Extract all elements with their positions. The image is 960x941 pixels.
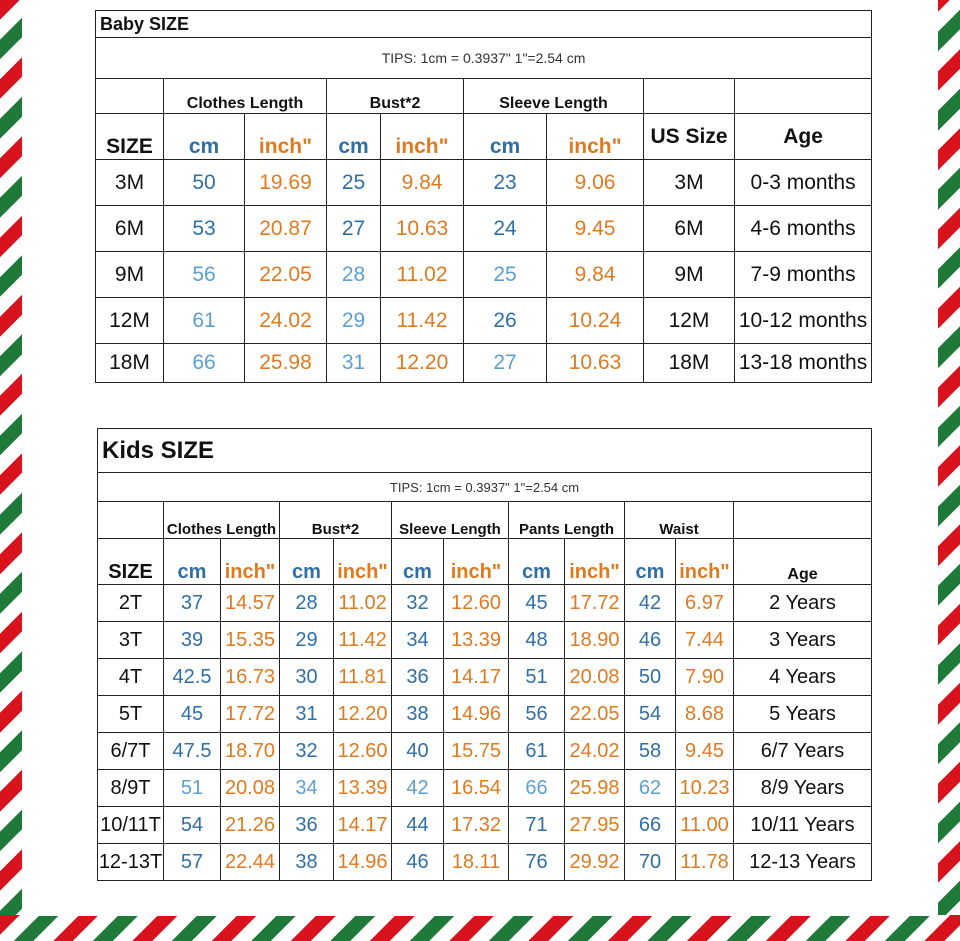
size-cell: 18M — [96, 344, 164, 383]
cm-cell: 24 — [464, 206, 547, 252]
inch-cell: 25.98 — [245, 344, 327, 383]
inch-cell: 14.96 — [334, 844, 392, 881]
cm-cell: 66 — [509, 770, 565, 807]
cm-cell: 29 — [327, 298, 381, 344]
inch-cell: 13.39 — [334, 770, 392, 807]
blank-cell — [734, 502, 872, 539]
cm-cell: 51 — [164, 770, 221, 807]
cm-cell: 31 — [280, 696, 334, 733]
inch-cell: 11.02 — [381, 252, 464, 298]
cm-cell: 38 — [392, 696, 444, 733]
size-cell: 6M — [96, 206, 164, 252]
inch-cell: 13.39 — [444, 622, 509, 659]
size-cell: 9M — [96, 252, 164, 298]
size-cell: 6/7T — [98, 733, 164, 770]
inch-header: inch" — [565, 539, 625, 585]
cm-cell: 61 — [509, 733, 565, 770]
inch-header: inch" — [444, 539, 509, 585]
cm-cell: 36 — [392, 659, 444, 696]
kids-table-title: Kids SIZE — [98, 429, 872, 473]
blank-cell — [735, 79, 872, 114]
cm-header: cm — [164, 114, 245, 160]
age-cell: 5 Years — [734, 696, 872, 733]
age-cell: 2 Years — [734, 585, 872, 622]
inch-cell: 17.72 — [221, 696, 280, 733]
size-cell: 5T — [98, 696, 164, 733]
table-row — [98, 585, 872, 622]
cm-cell: 57 — [164, 844, 221, 881]
age-cell: 0-3 months — [735, 160, 872, 206]
cm-cell: 23 — [464, 160, 547, 206]
cm-cell: 39 — [164, 622, 221, 659]
cm-cell: 30 — [280, 659, 334, 696]
size-cell: 8/9T — [98, 770, 164, 807]
inch-cell: 6.97 — [676, 585, 734, 622]
table-row — [96, 344, 872, 383]
cm-cell: 28 — [327, 252, 381, 298]
age-cell: 13-18 months — [735, 344, 872, 383]
cm-header: cm — [464, 114, 547, 160]
kids-tips: TIPS: 1cm = 0.3937" 1"=2.54 cm — [98, 473, 872, 502]
us-size-cell: 6M — [644, 206, 735, 252]
size-cell: 10/11T — [98, 807, 164, 844]
cm-cell: 40 — [392, 733, 444, 770]
us-size-cell: 18M — [644, 344, 735, 383]
inch-cell: 18.90 — [565, 622, 625, 659]
border-bottom — [0, 915, 960, 941]
inch-cell: 10.63 — [547, 344, 644, 383]
age-header: Age — [734, 539, 872, 585]
cm-cell: 58 — [625, 733, 676, 770]
us-size-cell: 9M — [644, 252, 735, 298]
inch-cell: 10.63 — [381, 206, 464, 252]
table-row — [96, 160, 872, 206]
inch-cell: 10.23 — [676, 770, 734, 807]
inch-header: inch" — [245, 114, 327, 160]
age-header: Age — [735, 114, 872, 160]
inch-cell: 12.60 — [444, 585, 509, 622]
cm-header: cm — [164, 539, 221, 585]
baby-size-table — [95, 10, 872, 383]
age-cell: 6/7 Years — [734, 733, 872, 770]
size-cell: 3M — [96, 160, 164, 206]
group-clothes-length: Clothes Length — [164, 502, 280, 539]
age-cell: 7-9 months — [735, 252, 872, 298]
size-cell: 2T — [98, 585, 164, 622]
cm-cell: 42 — [392, 770, 444, 807]
cm-header: cm — [280, 539, 334, 585]
cm-cell: 25 — [327, 160, 381, 206]
inch-cell: 22.05 — [245, 252, 327, 298]
size-header: SIZE — [98, 539, 164, 585]
cm-cell: 36 — [280, 807, 334, 844]
inch-cell: 14.96 — [444, 696, 509, 733]
inch-cell: 16.73 — [221, 659, 280, 696]
inch-cell: 18.11 — [444, 844, 509, 881]
inch-cell: 11.02 — [334, 585, 392, 622]
cm-cell: 37 — [164, 585, 221, 622]
cm-cell: 27 — [464, 344, 547, 383]
cm-cell: 44 — [392, 807, 444, 844]
cm-cell: 32 — [392, 585, 444, 622]
inch-cell: 11.00 — [676, 807, 734, 844]
cm-cell: 62 — [625, 770, 676, 807]
cm-cell: 34 — [280, 770, 334, 807]
size-cell: 12M — [96, 298, 164, 344]
age-cell: 3 Years — [734, 622, 872, 659]
cm-cell: 42 — [625, 585, 676, 622]
cm-cell: 54 — [625, 696, 676, 733]
cm-cell: 48 — [509, 622, 565, 659]
table-row — [96, 298, 872, 344]
inch-header: inch" — [547, 114, 644, 160]
table-row — [98, 659, 872, 696]
cm-cell: 53 — [164, 206, 245, 252]
table-row — [98, 733, 872, 770]
size-header: SIZE — [96, 114, 164, 160]
cm-cell: 56 — [164, 252, 245, 298]
inch-cell: 20.87 — [245, 206, 327, 252]
table-row — [96, 252, 872, 298]
baby-table-title: Baby SIZE — [96, 11, 872, 38]
age-cell: 4-6 months — [735, 206, 872, 252]
cm-cell: 27 — [327, 206, 381, 252]
cm-cell: 46 — [392, 844, 444, 881]
inch-cell: 16.54 — [444, 770, 509, 807]
inch-cell: 21.26 — [221, 807, 280, 844]
inch-cell: 7.90 — [676, 659, 734, 696]
group-clothes-length: Clothes Length — [164, 79, 327, 114]
inch-cell: 9.06 — [547, 160, 644, 206]
inch-cell: 12.20 — [334, 696, 392, 733]
cm-header: cm — [327, 114, 381, 160]
age-cell: 10-12 months — [735, 298, 872, 344]
blank-cell — [98, 502, 164, 539]
cm-cell: 51 — [509, 659, 565, 696]
table-row — [98, 844, 872, 881]
cm-cell: 45 — [164, 696, 221, 733]
age-cell: 12-13 Years — [734, 844, 872, 881]
inch-cell: 11.81 — [334, 659, 392, 696]
age-cell: 4 Years — [734, 659, 872, 696]
inch-cell: 15.35 — [221, 622, 280, 659]
cm-cell: 70 — [625, 844, 676, 881]
inch-cell: 29.92 — [565, 844, 625, 881]
inch-cell: 20.08 — [565, 659, 625, 696]
cm-cell: 38 — [280, 844, 334, 881]
inch-cell: 12.60 — [334, 733, 392, 770]
inch-cell: 18.70 — [221, 733, 280, 770]
inch-cell: 10.24 — [547, 298, 644, 344]
inch-cell: 11.78 — [676, 844, 734, 881]
age-cell: 10/11 Years — [734, 807, 872, 844]
cm-cell: 46 — [625, 622, 676, 659]
cm-cell: 26 — [464, 298, 547, 344]
inch-cell: 11.42 — [334, 622, 392, 659]
cm-cell: 25 — [464, 252, 547, 298]
blank-cell — [96, 79, 164, 114]
inch-cell: 20.08 — [221, 770, 280, 807]
inch-cell: 7.44 — [676, 622, 734, 659]
inch-cell: 11.42 — [381, 298, 464, 344]
inch-header: inch" — [221, 539, 280, 585]
inch-cell: 17.72 — [565, 585, 625, 622]
cm-cell: 42.5 — [164, 659, 221, 696]
cm-cell: 29 — [280, 622, 334, 659]
cm-header: cm — [625, 539, 676, 585]
inch-cell: 12.20 — [381, 344, 464, 383]
baby-tips: TIPS: 1cm = 0.3937" 1"=2.54 cm — [96, 38, 872, 79]
size-cell: 4T — [98, 659, 164, 696]
cm-cell: 47.5 — [164, 733, 221, 770]
inch-cell: 25.98 — [565, 770, 625, 807]
inch-cell: 14.17 — [444, 659, 509, 696]
table-row — [98, 696, 872, 733]
cm-cell: 61 — [164, 298, 245, 344]
us-size-cell: 12M — [644, 298, 735, 344]
cm-cell: 32 — [280, 733, 334, 770]
cm-cell: 50 — [164, 160, 245, 206]
cm-cell: 28 — [280, 585, 334, 622]
inch-cell: 22.05 — [565, 696, 625, 733]
size-cell: 3T — [98, 622, 164, 659]
inch-cell: 8.68 — [676, 696, 734, 733]
inch-cell: 9.45 — [547, 206, 644, 252]
group-bust: Bust*2 — [280, 502, 392, 539]
blank-cell — [644, 79, 735, 114]
cm-cell: 76 — [509, 844, 565, 881]
inch-cell: 24.02 — [245, 298, 327, 344]
group-bust: Bust*2 — [327, 79, 464, 114]
table-row — [98, 807, 872, 844]
group-sleeve-length: Sleeve Length — [464, 79, 644, 114]
inch-cell: 27.95 — [565, 807, 625, 844]
inch-cell: 19.69 — [245, 160, 327, 206]
inch-cell: 9.84 — [381, 160, 464, 206]
cm-cell: 66 — [625, 807, 676, 844]
inch-cell: 14.17 — [334, 807, 392, 844]
inch-cell: 9.84 — [547, 252, 644, 298]
inch-header: inch" — [334, 539, 392, 585]
inch-header: inch" — [676, 539, 734, 585]
cm-header: cm — [392, 539, 444, 585]
inch-cell: 14.57 — [221, 585, 280, 622]
cm-cell: 34 — [392, 622, 444, 659]
kids-unit-row — [98, 539, 872, 585]
kids-size-table — [97, 428, 872, 881]
group-waist: Waist — [625, 502, 734, 539]
us-size-cell: 3M — [644, 160, 735, 206]
age-cell: 8/9 Years — [734, 770, 872, 807]
cm-cell: 45 — [509, 585, 565, 622]
cm-header: cm — [509, 539, 565, 585]
group-pants-length: Pants Length — [509, 502, 625, 539]
inch-header: inch" — [381, 114, 464, 160]
group-sleeve-length: Sleeve Length — [392, 502, 509, 539]
inch-cell: 9.45 — [676, 733, 734, 770]
inch-cell: 17.32 — [444, 807, 509, 844]
inch-cell: 15.75 — [444, 733, 509, 770]
us-size-header: US Size — [644, 114, 735, 160]
inch-cell: 24.02 — [565, 733, 625, 770]
table-row — [96, 206, 872, 252]
table-row — [98, 622, 872, 659]
inch-cell: 22.44 — [221, 844, 280, 881]
cm-cell: 66 — [164, 344, 245, 383]
table-row — [98, 770, 872, 807]
cm-cell: 71 — [509, 807, 565, 844]
cm-cell: 50 — [625, 659, 676, 696]
cm-cell: 56 — [509, 696, 565, 733]
cm-cell: 54 — [164, 807, 221, 844]
size-cell: 12-13T — [98, 844, 164, 881]
baby-unit-row — [96, 114, 872, 160]
cm-cell: 31 — [327, 344, 381, 383]
